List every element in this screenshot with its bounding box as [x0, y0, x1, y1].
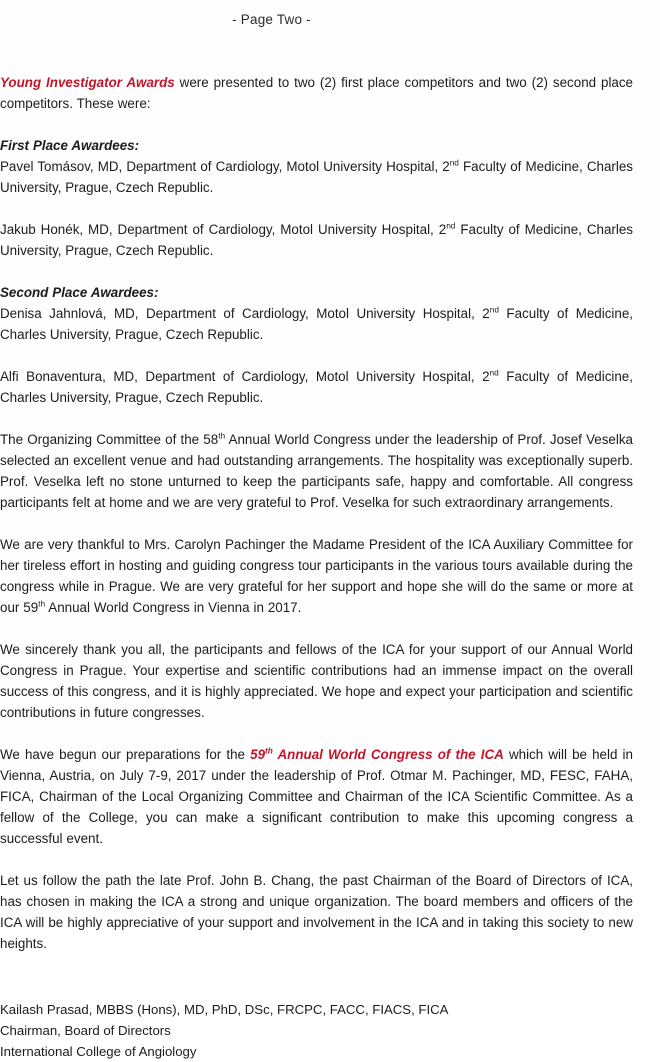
document-body [0, 72, 660, 1062]
p1-part-a: The Organizing Committee of the 58 [0, 432, 219, 447]
spacer [0, 261, 633, 282]
awardee-line2: University, Prague, Czech Republic. [49, 327, 264, 342]
ordinal-suffix: nd [446, 220, 456, 231]
awardee-entry [0, 219, 633, 261]
first-place-heading: First Place Awardees: [0, 138, 140, 153]
congress-59th-emphasis [250, 747, 504, 762]
awardee-line1-end: Faculty of Medicine, Charles [0, 306, 633, 342]
ordinal-suffix: th [265, 745, 273, 756]
awardee-line2: University, Prague, Czech Republic. [0, 180, 214, 195]
spacer [0, 849, 633, 870]
spacer [0, 345, 633, 366]
ordinal-suffix: th [218, 430, 226, 441]
paragraph-legacy: Let us follow the path the late Prof. John B. Chang, the past Chairman of the Board of Directors of ICA, has chosen in making the ICA a strong and unique organization. The board members and officers of the ICA will be highly appreciative of your support and involvement in the ICA and in taking this society to new heights. [0, 873, 633, 951]
awardee-line2: University, Prague, Czech Republic. [49, 390, 264, 405]
spacer [0, 954, 633, 999]
spacer [0, 513, 633, 534]
page-header: - Page Two - [232, 12, 311, 27]
ordinal-suffix: nd [449, 157, 459, 168]
intro-paragraph [0, 72, 633, 114]
awardee-line1: Alfi Bonaventura, MD, Department of Cardiology, Motol University Hospital, 2 [0, 369, 490, 384]
awardee-line1: Pavel Tomásov, MD, Department of Cardiology, Motol University Hospital, 2 [0, 159, 450, 174]
paragraph-next-congress [0, 744, 633, 849]
awardee-line1-end: Faculty of Medicine, Charles [458, 159, 633, 174]
paragraph-organizing-committee [0, 429, 633, 513]
p1-part-b: Annual World Congress under the leadership of Prof. Josef Veselka selected an excellent venue and had outstanding arrangements. The hospitality was exceptionally superb. Prof. Veselka left no stone unturned to keep the participants safe, happy and comfortable. All congress participants felt at home and we are very grateful to Prof. Veselka for such extraordinary arrangements. [0, 432, 633, 510]
paragraph-thank-you: We sincerely thank you all, the participants and fellows of the ICA for your support of our Annual World Congress in Prague. Your expertise and scientific contributions had an immense impact on the overall success of this congress, and it is highly appreciated. We hope and expect your participation and scientific contributions in future congresses. [0, 642, 633, 720]
awardee-entry [0, 156, 633, 198]
spacer [0, 114, 633, 135]
awardee-entry [0, 303, 633, 345]
spacer [0, 618, 633, 639]
p2-part-b: Annual World Congress in Vienna in 2017. [45, 600, 302, 615]
young-investigator-awards-emphasis: Young Investigator Awards [0, 75, 175, 90]
awardee-line1: Denisa Jahnlová, MD, Department of Cardiology, Motol University Hospital, 2 [0, 306, 490, 321]
congress-number: 59 [250, 747, 266, 762]
ordinal-suffix: th [38, 598, 46, 609]
awardee-entry [0, 366, 633, 408]
p2-part-a: We are very thankful to Mrs. Carolyn Pachinger the Madame President of the ICA Auxiliary Committee for her tireless effort in hosting and guiding congress tour participants in the various tours available during the congress while in Prague. We are very grateful for her support and hope she will do the same or more at our 59 [0, 537, 633, 615]
signature-name: Kailash Prasad, MBBS (Hons), MD, PhD, DSc, FRCPC, FACC, FIACS, FICA [0, 1002, 449, 1017]
signature-organization: International College of Angiology [0, 1044, 197, 1059]
spacer [0, 408, 633, 429]
awardee-line1-end: Faculty of Medicine, Charles [0, 369, 633, 405]
ordinal-suffix: nd [489, 367, 499, 378]
spacer [0, 198, 633, 219]
congress-title: Annual World Congress of the ICA [272, 747, 504, 762]
signature-title: Chairman, Board of Directors [0, 1023, 171, 1038]
spacer [0, 27, 660, 72]
intro-rest: were presented to two (2) first place competitors and two (2) second place competitors. These were: [0, 75, 634, 111]
spacer [0, 723, 633, 744]
paragraph-auxiliary-committee [0, 534, 633, 618]
ordinal-suffix: nd [489, 304, 499, 315]
awardee-line1: Jakub Honék, MD, Department of Cardiology, Motol University Hospital, 2 [0, 222, 447, 237]
p4-part-b: which will be held in Vienna, Austria, on July 7-9, 2017 under the leadership of Prof. Otmar M. Pachinger, MD, FESC, FAHA, FICA, Chairman of the Local Organizing Committee and Chairman of the ICA Scientific Committee. As a fellow of the College, you can make a significant contribution to make this upcoming congress a successful event. [0, 747, 633, 846]
second-place-heading: Second Place Awardees: [0, 285, 159, 300]
awardee-line2: University, Prague, Czech Republic. [0, 243, 214, 258]
awardee-line1-end: Faculty of Medicine, Charles [455, 222, 633, 237]
p4-part-a: We have begun our preparations for the [0, 747, 251, 762]
